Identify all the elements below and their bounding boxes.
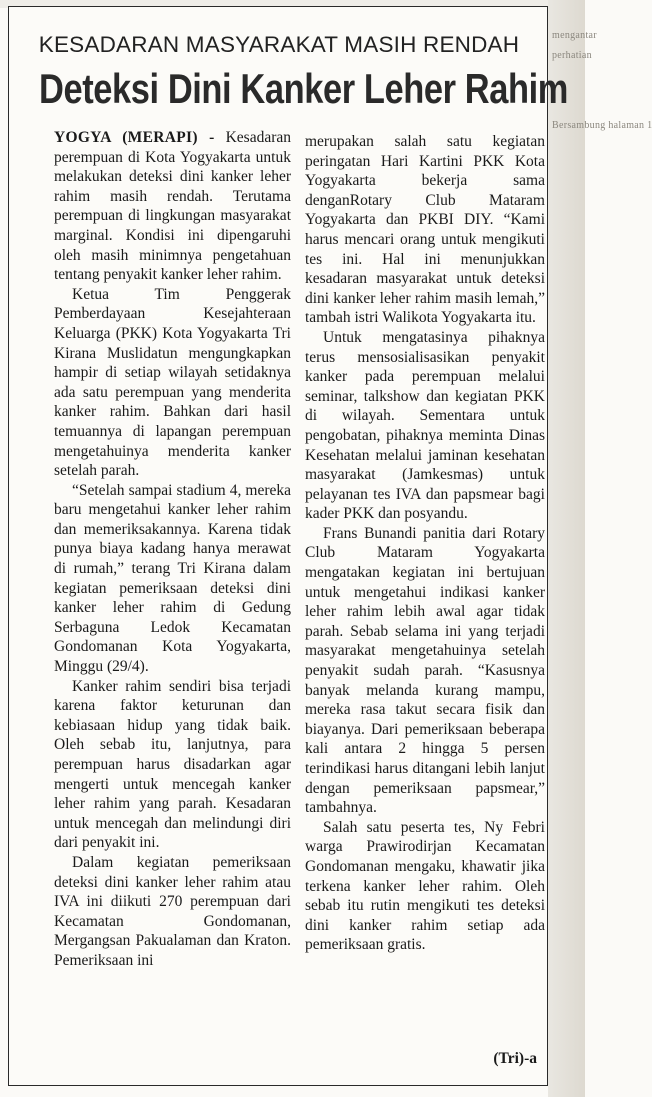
article-paragraph: Salah satu peserta tes, Ny Febri warga Prawirodirjan Kecamatan Gondomanan mengaku, khawatir jika terkena kanker leher rahim. Oleh sebab itu rutin mengikuti tes deteksi dini kanker rahim setiap ada pemeriksaan gratis. [305,818,545,954]
article-paragraph: Kanker rahim sendiri bisa terjadi karena faktor keturunan dan kebiasaan hidup yang tidak baik. Oleh sebab itu, lanjutnya, para perempuan harus disadarkan agar mengerti untuk mencegah kanker leher rahim yang parah. Kesadaran untuk mencegah dan melindungi diri dari penyakit ini. [54,677,291,852]
headline: Deteksi Dini Kanker Leher Rahim [39,65,568,112]
kicker: KESADARAN MASYARAKAT MASIH RENDAH [38,32,520,57]
bleed-fragment: mengantar [552,30,597,41]
bleed-fragment: perhatian [552,50,592,61]
dateline: YOGYA (MERAPI) - [54,129,215,146]
news-clipping [8,6,568,1086]
article-paragraph: Ketua Tim Penggerak Pemberdayaan Kesejahteraan Keluarga (PKK) Kota Yogyakarta Tri Kirana Muslidatun mengungkapkan hampir di setiap wilayah setidaknya ada satu perempuan yang menderita kanker rahim. Bahkan dari hasil temuannya di lapangan perempuan mengetahuinya menderita kanker setelah parah. [54,285,291,480]
article-column-left [54,128,291,971]
article-paragraph: Untuk mengatasinya pihaknya terus mensosialisasikan penyakit kanker pada perempuan melalui seminar, talkshow dan kegiatan PKK di wilayah. Sementara untuk pengobatan, pihaknya meminta Dinas Kesehatan melalui jaminan kesehatan masyarakat (Jamkesmas) untuk pelayanan tes IVA dan papsmear bagi kader PKK dan posyandu. [305,328,545,523]
article-paragraph: merupakan salah satu kegiatan peringatan Hari Kartini PKK Kota Yogyakarta bekerja sama denganRotary Club Mataram Yogyakarta dan PKBI DIY. “Kami harus mencari orang untuk mengikuti tes ini. Hal ini menunjukkan kesadaran masyarakat untuk deteksi dini kanker leher rahim masih lemah,” tambah istri Walikota Yogyakarta itu. [305,133,545,327]
article-paragraph: YOGYA (MERAPI) - Kesadaran perempuan di Kota Yogyakarta untuk melakukan deteksi dini kanker leher rahim masih rendah. Terutama perempuan di lingkungan masyarakat marginal. Kondisi ini dipengaruhi oleh masih minimnya pengetahuan tentang penyakit kanker leher rahim. [54,129,291,284]
article-paragraph: Frans Bunandi panitia dari Rotary Club Mataram Yogyakarta mengatakan kegiatan ini bertujuan untuk mengetahui indikasi kanker leher rahim lebih awal agar tidak parah. Sebab selama ini yang terjadi masyarakat mengetahuinya setelah penyakit sudah parah. “Kasusnya banyak melanda kurang mampu, mereka rasa takut secara fisik dan biayanya. Dari pemeriksaan beberapa kali antara 2 hingga 5 persen terindikasi harus ditangani lebih lanjut dengan pemeriksaan papsmear,” tambahnya. [305,524,545,817]
bleed-fragment: Bersambung halaman 1 [552,120,652,131]
byline: (Tri)-a [493,1050,537,1067]
article-column-right [305,132,545,955]
article-paragraph: “Setelah sampai stadium 4, mereka baru mengetahui kanker leher rahim dan memeriksakannya. Karena tidak punya biaya kadang hanya merawat di rumah,” terang Tri Kirana dalam kegiatan pemeriksaan deteksi dini kanker leher rahim di Gedung Serbaguna Ledok Kecamatan Gondomanan Kota Yogyakarta, Minggu (29/4). [54,481,291,676]
adjacent-page-bleed [548,0,652,1097]
article-paragraph: Dalam kegiatan pemeriksaan deteksi dini kanker leher rahim atau IVA ini diikuti 270 perempuan dari Kecamatan Gondomanan, Mergangsan Pakualaman dan Kraton. Pemeriksaan ini [54,853,291,969]
